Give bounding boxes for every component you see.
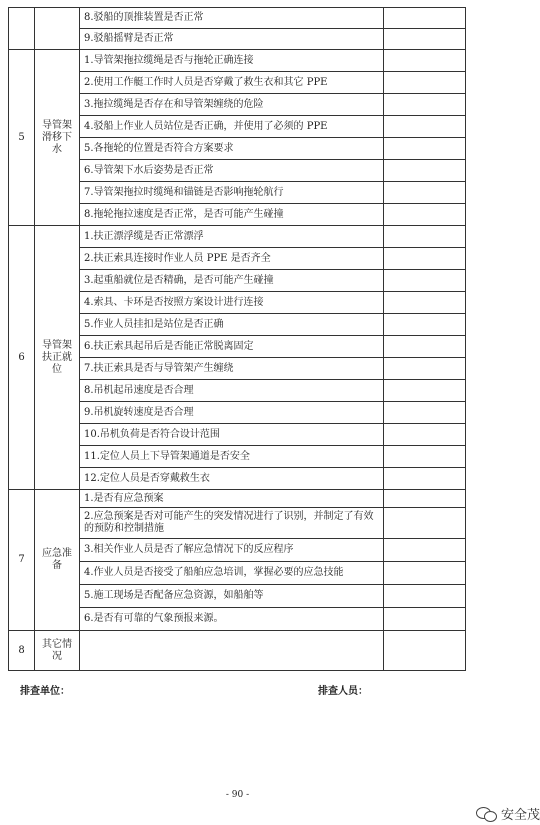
check-item: 6.是否有可靠的气象预报来源。: [80, 608, 384, 631]
section-category: 其它情况: [35, 631, 80, 671]
check-item: 4.驳船上作业人员站位是否正确，并使用了必须的 PPE: [80, 116, 384, 138]
section-number: [9, 8, 35, 50]
check-result-cell[interactable]: [384, 292, 466, 314]
check-result-cell[interactable]: [384, 562, 466, 585]
wechat-icon: [476, 806, 498, 822]
check-item: 3.相关作业人员是否了解应急情况下的反应程序: [80, 539, 384, 562]
table-row: [9, 490, 466, 508]
check-item: 5.作业人员挂扣是站位是否正确: [80, 314, 384, 336]
watermark-text: 安全茂: [501, 808, 540, 823]
check-item: 12.定位人员是否穿戴救生衣: [80, 468, 384, 490]
check-result-cell[interactable]: [384, 508, 466, 539]
table-row: [9, 50, 466, 72]
check-result-cell[interactable]: [384, 336, 466, 358]
check-item: 4.索具、卡环是否按照方案设计进行连接: [80, 292, 384, 314]
check-item: 1.导管架拖拉缆绳是否与拖轮正确连接: [80, 50, 384, 72]
page-number: - 90 -: [225, 790, 250, 800]
check-result-cell[interactable]: [384, 314, 466, 336]
check-result-cell[interactable]: [384, 50, 466, 72]
check-result-cell[interactable]: [384, 204, 466, 226]
check-item: 9.吊机旋转速度是否合理: [80, 402, 384, 424]
check-item: 8.吊机起吊速度是否合理: [80, 380, 384, 402]
section-category: 导管架扶正就位: [35, 226, 80, 490]
check-result-cell[interactable]: [384, 72, 466, 94]
section-category: 导管架滑移下水: [35, 50, 80, 226]
check-item: 7.导管架拖拉时缆绳和锚链是否影响拖轮航行: [80, 182, 384, 204]
check-result-cell[interactable]: [384, 631, 466, 671]
check-item: 11.定位人员上下导管架通道是否安全: [80, 446, 384, 468]
check-item: 7.扶正索具是否与导管架产生缠绕: [80, 358, 384, 380]
check-item: 3.起重船就位是否精确，是否可能产生碰撞: [80, 270, 384, 292]
check-result-cell[interactable]: [384, 116, 466, 138]
check-item: 5.施工现场是否配备应急资源，如船舶等: [80, 585, 384, 608]
check-item: 3.拖拉缆绳是否存在和导管架缠绕的危险: [80, 94, 384, 116]
watermark: [476, 804, 540, 823]
check-item: 9.驳船摇臂是否正常: [80, 29, 384, 50]
check-result-cell[interactable]: [384, 539, 466, 562]
check-result-cell[interactable]: [384, 468, 466, 490]
table-row: [9, 226, 466, 248]
check-item: 5.各拖轮的位置是否符合方案要求: [80, 138, 384, 160]
check-result-cell[interactable]: [384, 358, 466, 380]
check-result-cell[interactable]: [384, 8, 466, 29]
check-item: 8.驳船的顶推装置是否正常: [80, 8, 384, 29]
check-result-cell[interactable]: [384, 182, 466, 204]
section-number: 6: [9, 226, 35, 490]
check-item: 10.吊机负荷是否符合设计范围: [80, 424, 384, 446]
check-result-cell[interactable]: [384, 446, 466, 468]
checklist-table: [8, 7, 466, 671]
check-item: 2.使用工作艇工作时人员是否穿戴了救生衣和其它 PPE: [80, 72, 384, 94]
inspector-label: 排查人员：: [318, 686, 368, 697]
section-category: 应急准备: [35, 490, 80, 631]
check-result-cell[interactable]: [384, 490, 466, 508]
table-row: [9, 631, 466, 671]
check-item: 6.导管架下水后姿势是否正常: [80, 160, 384, 182]
check-result-cell[interactable]: [384, 608, 466, 631]
check-result-cell[interactable]: [384, 29, 466, 50]
table-row: [9, 8, 466, 29]
check-item: 2.扶正索具连接时作业人员 PPE 是否齐全: [80, 248, 384, 270]
check-result-cell[interactable]: [384, 138, 466, 160]
check-item: 6.扶正索具起吊后是否能正常脱离固定: [80, 336, 384, 358]
check-result-cell[interactable]: [384, 380, 466, 402]
check-item: 1.是否有应急预案: [80, 490, 384, 508]
check-item: 2.应急预案是否对可能产生的突发情况进行了识别，并制定了有效的预防和控制措施: [80, 508, 384, 539]
check-result-cell[interactable]: [384, 270, 466, 292]
check-result-cell[interactable]: [384, 585, 466, 608]
check-result-cell[interactable]: [384, 402, 466, 424]
check-result-cell[interactable]: [384, 424, 466, 446]
check-result-cell[interactable]: [384, 226, 466, 248]
check-item: 4.作业人员是否接受了船舶应急培训，掌握必要的应急技能: [80, 562, 384, 585]
check-result-cell[interactable]: [384, 94, 466, 116]
section-category: [35, 8, 80, 50]
check-item: 1.扶正漂浮缆是否正常漂浮: [80, 226, 384, 248]
check-result-cell[interactable]: [384, 248, 466, 270]
section-number: 8: [9, 631, 35, 671]
check-item: [80, 631, 384, 671]
section-number: 7: [9, 490, 35, 631]
inspection-unit-label: 排查单位：: [20, 686, 70, 697]
section-number: 5: [9, 50, 35, 226]
check-result-cell[interactable]: [384, 160, 466, 182]
check-item: 8.拖轮拖拉速度是否正常，是否可能产生碰撞: [80, 204, 384, 226]
